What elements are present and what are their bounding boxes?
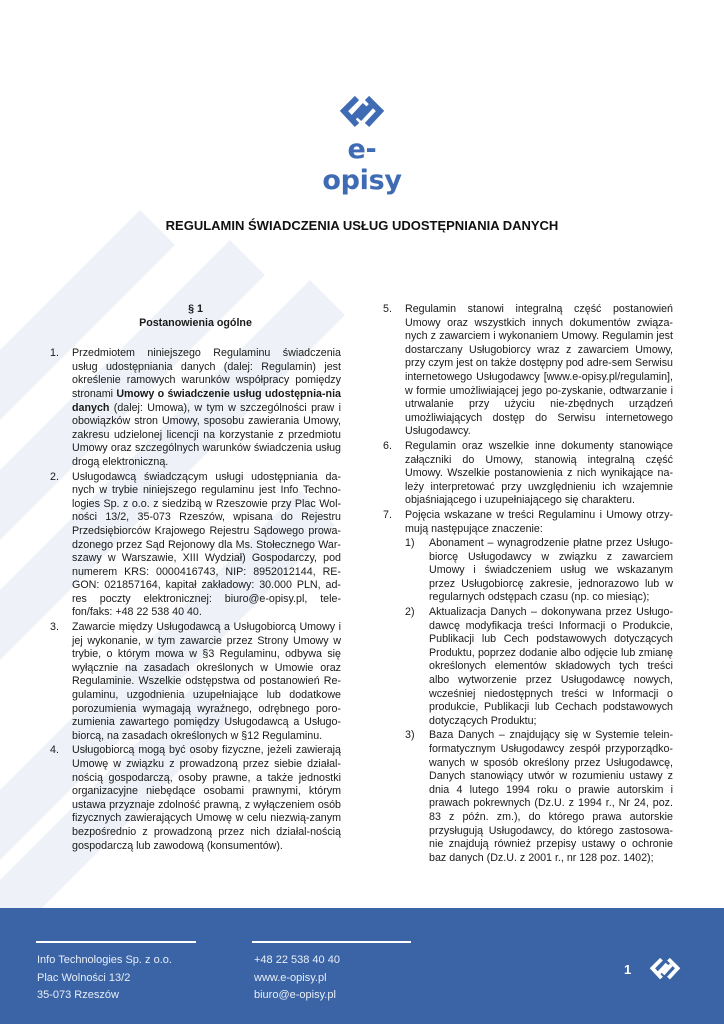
item-text: [405, 509, 673, 865]
brand-name: e-opisy: [322, 134, 402, 196]
list-item: [50, 347, 341, 469]
list-item: [50, 471, 341, 621]
left-column: [50, 303, 341, 854]
list-item: [383, 440, 673, 508]
item-text-part: Regulamin oraz wszelkie inne dokumenty stanowiące załączniki do Umowy, stanowią integralną część Umowy. Wszelkie postanowienia z nich wynikające na-leży interpretować przy uwzględnieniu ich wzajemnie objaśniającego i uzupełniającego się charakteru.: [405, 439, 673, 507]
definition-text: Abonament – wynagrodzenie płatne przez Usługo-biorcę Usługodawcy w związku z zawarciem Umowy i świadczeniem usług we wskazanym przez Usługobiorcę zakresie, jednorazowo lub w regularnych odstępach czasu (np. co miesiąc);: [429, 537, 673, 604]
list-item: [50, 744, 341, 853]
item-text-part: Usługodawcą świadczącym usługi udostępniania da-nych w trybie niniejszego regulaminu jest Info Techno-logies Sp. z o.o. z siedzibą w Rzeszowie przy Plac Wol-ności 13/2, 35-073 Rzeszów, wpisana do Rejestru Przedsiębiorców Krajowego Rejestru Sądowego prowa-dzonego przez Sąd Rejonowy dla Ms. Stołecznego War-szawy w Warszawie, XIII Wydział) Gospodarczy, pod numerem KRS: 0000416743, NIP: 8952012144, RE-GON: 021857164, kapitał zakładowy: 30.000 PLN, ad-res poczty elektronicznej: biuro@e-opisy.pl, tele-fon/faks: +48 22 538 40 40.: [72, 470, 341, 619]
definition-text: Baza Danych – znajdujący się w Systemie telein-formatycznym Usługodawcy zespół przyporządko-wanych w sposób określony przez Usługodawcę, Danych stanowiący utwór w rozumieniu ustawy z dnia 4 lutego 1994 roku o prawie autorskim i prawach pokrewnych (Dz.U. z 1994 r., Nr 24, poz. 83 z późn. zm.), do którego prawa autorskie przysługują Usługodawcy, do którego zastosowa-nie znajdują również przepisy ustawy o ochronie baz danych (Dz.U. z 2001 r., nr 128 poz. 1402);: [429, 729, 673, 864]
definition-number: 3): [405, 729, 415, 742]
definition-number: 2): [405, 606, 415, 619]
item-text: [405, 440, 673, 508]
item-text-part: Pojęcia wskazane w treści Regulaminu i Umowy otrzy-mują następujące znaczenie:: [405, 508, 673, 535]
item-text-part: Regulamin stanowi integralną część postanowień Umowy oraz wszystkich innych dokumentów związa-nych z zawarciem i wykonaniem Umowy. Regulamin jest dostarczany Usługobiorcy wraz z zawarciem Umowy, przy czym jest on także dostępny pod adre-sem Serwisu internetowego Usługodawcy [www.e-opisy.pl/regulamin], w formie umożliwiającej jego po-zyskanie, odtwarzanie i utrwalanie przy użyciu nie-zbędnych urządzeń umożliwiających dostęp do Serwisu internetowego Usługodawcy.: [405, 303, 673, 438]
footer-contact: [254, 952, 340, 1005]
item-text-part: (dalej: Umowa), w tym w szczególności praw i obowiązków stron Umowy, sposobu zawierania Umowy, zakresu udzielonej licencji na korzystanie z przedmiotu Umowy oraz szczególnych warunków świadczenia usług drogą elektroniczną.: [72, 401, 341, 468]
item-text: [72, 347, 341, 469]
list-item: [50, 621, 341, 743]
footer-city: 35-073 Rzeszów: [37, 989, 119, 1001]
item-number: 2.: [50, 470, 59, 483]
item-text-bold: Umowy o świadczenie usług udostępnia-nia danych: [72, 387, 341, 414]
right-column: [383, 303, 673, 866]
footer-company: Info Technologies Sp. z o.o.: [37, 954, 172, 966]
footer-website[interactable]: www.e-opisy.pl: [254, 971, 327, 984]
item-number: 6.: [383, 439, 392, 452]
item-number: 5.: [383, 303, 392, 315]
item-text-part: Zawarcie między Usługodawcą a Usługobiorcą Umowy i jej wykonanie, w tym zawarcie przez Strony Umowy w trybie, o którym mowa w §3 Regulaminu, odbywa się wyłącznie na zasadach określonych w Umowie oraz Regulaminie. Wszelkie odstępstwa od postanowień Re-gulaminu, uzgodnienia uzupełniające lub dodatkowe porozumienia wymagają wyraźnego, odrębnego poro-zumienia zawartego pomiędzy Usługodawcą a Usługo-biorcą, na zasadach określonych w §12 Regulaminu.: [72, 621, 341, 742]
document-title: REGULAMIN ŚWIADCZENIA USŁUG UDOSTĘPNIANIA DANYCH: [165, 218, 559, 233]
item-number: 3.: [50, 621, 59, 634]
section-header: [50, 303, 341, 330]
section-number: § 1: [188, 303, 203, 315]
item-text: [72, 471, 341, 621]
definition-number: 1): [405, 537, 415, 550]
item-text: [72, 621, 341, 743]
list-item: [383, 303, 673, 439]
right-item-list: [383, 303, 673, 865]
item-text: [72, 744, 341, 853]
item-text-part: Przedmiotem niniejszego Regulaminu świadczenia usług udostępniania danych (dalej: Regulamin) jest określenie ramowych warunków współpracy pomiędzy stronami: [72, 347, 341, 400]
footer-rule-middle: [252, 941, 411, 943]
footer-email[interactable]: biuro@e-opisy.pl: [254, 989, 336, 1001]
list-item: [383, 509, 673, 865]
section-heading: Postanowienia ogólne: [139, 316, 252, 329]
page-number: 1: [624, 962, 632, 977]
e-opisy-logo-icon: [335, 92, 389, 132]
footer-phone: +48 22 538 40 40: [254, 954, 340, 966]
definition-item: [405, 606, 673, 728]
item-number: 1.: [50, 347, 59, 360]
definition-item: [405, 729, 673, 865]
item-number: 7.: [383, 508, 392, 521]
page-footer: [0, 908, 724, 1024]
item-number: 4.: [50, 744, 59, 757]
brand-logo: [310, 92, 414, 196]
footer-rule-left: [36, 941, 196, 943]
left-item-list: [50, 347, 341, 853]
footer-street: Plac Wolności 13/2: [37, 971, 131, 984]
definition-text: Aktualizacja Danych – dokonywana przez Usługo-dawcę modyfikacja treści Informacji o Produkcie, Publikacji lub Cech podstawowych dotyczących Produktu, poprzez dodanie albo odjęcie lub zmianę określonych elementów składowych tych treści albo wytworzenie przez Usługodawcę nowych, wcześniej niedostępnych treści w Informacji o produkcie, Publikacji lub Cechach podstawowych dotyczących Produktu;: [429, 606, 673, 727]
footer-address: [37, 952, 172, 1005]
item-text-part: Usługobiorcą mogą być osoby fizyczne, jeżeli zawierają Umowę w związku z prowadzoną przez siebie działal-nością gospodarczą, osoby prawne, a także jednostki organizacyjne niebędące osobami prawnymi, którym ustawa przyznaje zdolność prawną, z wyłączeniem osób fizycznych zawierających Umowę w celu niezwią-zanym bezpośrednio z prowadzoną przez nich działal-nością gospodarczą lub zawodową (konsumentów).: [72, 744, 341, 852]
item-text: [405, 303, 673, 439]
definition-item: [405, 537, 673, 605]
footer-logo-icon: [646, 955, 684, 983]
